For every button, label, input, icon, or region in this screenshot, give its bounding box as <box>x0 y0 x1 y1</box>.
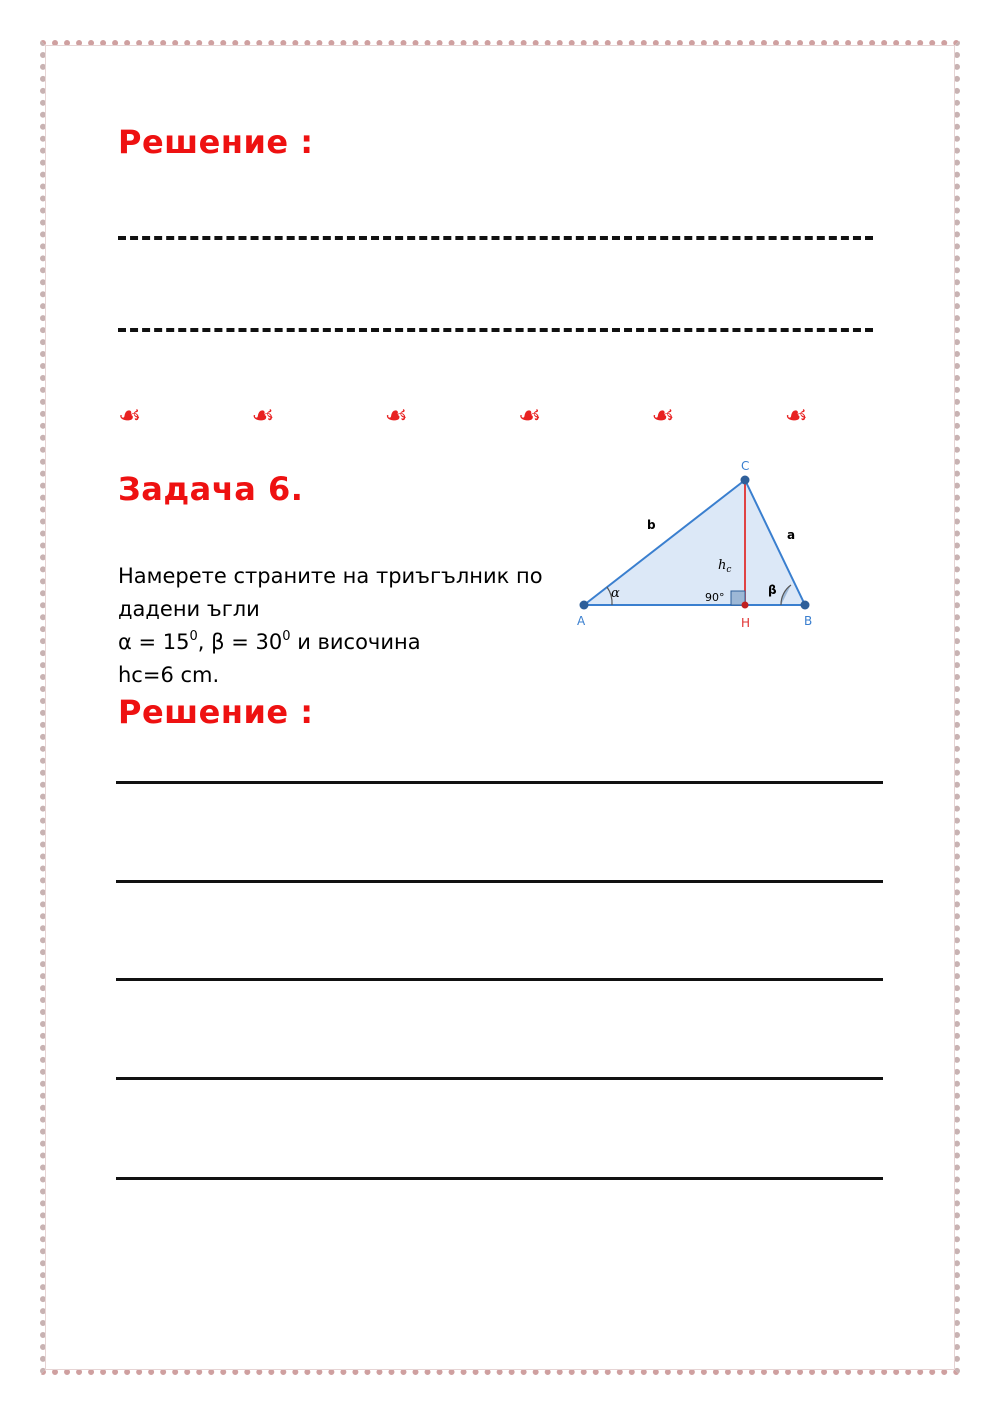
beta-symbol: β <box>211 630 225 654</box>
task-line-1: Намерете страните на триъгълник по <box>118 564 543 588</box>
task-line-3 <box>118 626 568 659</box>
label-height: $h_c$ <box>718 558 732 575</box>
foot-h-point <box>742 602 749 609</box>
task-line-2: дадени ъгли <box>118 597 260 621</box>
triangle-diagram <box>570 455 830 635</box>
floral-ornament-icon: ☙ <box>251 401 275 431</box>
solution-heading-2: Решение : <box>118 693 314 731</box>
answer-line-2[interactable] <box>116 880 883 883</box>
floral-ornament-icon: ☙ <box>651 401 675 431</box>
label-a: A <box>577 614 586 628</box>
floral-ornament-icon: ☙ <box>784 401 808 431</box>
label-right-angle: 90° <box>705 591 725 604</box>
floral-ornament-icon: ☙ <box>384 401 408 431</box>
label-c: C <box>741 459 750 473</box>
task-line-4: hc=6 cm. <box>118 663 220 687</box>
task-statement <box>118 560 568 692</box>
alpha-value: = 15 <box>131 630 190 654</box>
label-alpha: α <box>611 586 620 601</box>
beta-value: = 30 <box>224 630 283 654</box>
label-b: B <box>804 614 813 628</box>
label-side-b: b <box>647 518 656 532</box>
vertex-a-point <box>580 601 589 610</box>
height-text: и височина <box>290 630 421 654</box>
dashed-answer-line-2[interactable] <box>118 328 873 332</box>
dashed-answer-line-1[interactable] <box>118 236 873 240</box>
vertex-c-point <box>741 476 750 485</box>
alpha-symbol: α <box>118 630 132 654</box>
separator: , <box>197 630 212 654</box>
label-side-a: a <box>787 528 796 542</box>
answer-line-1[interactable] <box>116 781 883 784</box>
answer-line-4[interactable] <box>116 1077 883 1080</box>
label-beta: β <box>768 583 777 597</box>
ornament-divider <box>118 402 808 430</box>
vertex-b-point <box>801 601 810 610</box>
answer-line-3[interactable] <box>116 978 883 981</box>
task-heading: Задача 6. <box>118 470 304 508</box>
answer-line-5[interactable] <box>116 1177 883 1180</box>
floral-ornament-icon: ☙ <box>118 401 142 431</box>
beta-exponent: 0 <box>282 629 291 644</box>
label-h: H <box>741 616 751 630</box>
solution-heading-1: Решение : <box>118 123 314 161</box>
alpha-exponent: 0 <box>189 629 198 644</box>
floral-ornament-icon: ☙ <box>517 401 542 431</box>
